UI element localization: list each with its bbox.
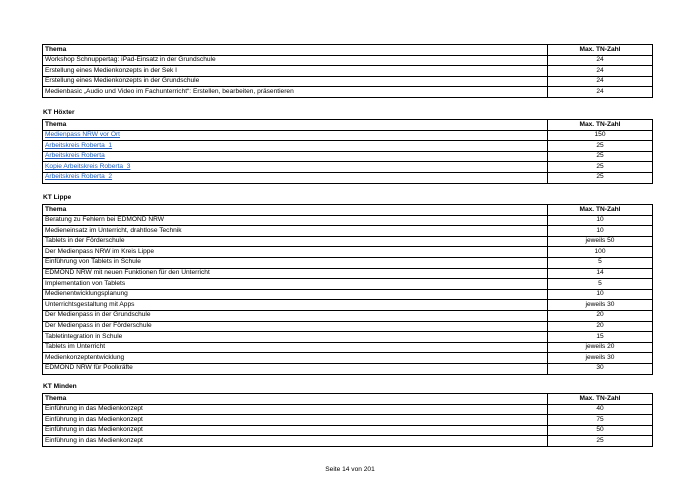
cell-thema: Der Medienpass NRW im Kreis Lippe bbox=[43, 247, 548, 258]
cell-max-tn: 10 bbox=[548, 226, 653, 237]
cell-max-tn: 75 bbox=[548, 415, 653, 426]
cell-thema: Medienbasic „Audio und Video im Fachunterricht“: Erstellen, bearbeiten, präsentieren bbox=[43, 87, 548, 98]
column-header-max-tn: Max. TN-Zahl bbox=[548, 394, 653, 405]
cell-max-tn: 30 bbox=[548, 363, 653, 374]
cell-max-tn: 25 bbox=[548, 151, 653, 162]
table-header-row bbox=[43, 45, 653, 56]
section-title-hoexter: KT Höxter bbox=[43, 109, 75, 116]
cell-max-tn: jeweils 30 bbox=[548, 353, 653, 364]
cell-thema bbox=[43, 162, 548, 173]
table-row bbox=[43, 151, 653, 162]
cell-max-tn: 25 bbox=[548, 141, 653, 152]
table-row bbox=[43, 404, 653, 415]
cell-thema: Einführung in das Medienkonzept bbox=[43, 425, 548, 436]
cell-max-tn: 50 bbox=[548, 425, 653, 436]
cell-max-tn: 150 bbox=[548, 130, 653, 141]
cell-max-tn: 10 bbox=[548, 215, 653, 226]
table-row bbox=[43, 226, 653, 237]
cell-thema: Tablets in der Förderschule bbox=[43, 236, 548, 247]
column-header-thema: Thema bbox=[43, 394, 548, 405]
cell-thema bbox=[43, 151, 548, 162]
table-general bbox=[42, 44, 653, 98]
cell-thema: Einführung in das Medienkonzept bbox=[43, 404, 548, 415]
cell-thema: Erstellung eines Medienkonzepts in der Sek I bbox=[43, 66, 548, 77]
cell-max-tn: 10 bbox=[548, 289, 653, 300]
course-link[interactable]: Arbeitskreis Roberta_2 bbox=[45, 173, 113, 181]
table-row bbox=[43, 257, 653, 268]
column-header-max-tn: Max. TN-Zahl bbox=[548, 120, 653, 131]
cell-max-tn: 14 bbox=[548, 268, 653, 279]
cell-max-tn: 40 bbox=[548, 404, 653, 415]
cell-thema: Medieneinsatz im Unterricht, drahtlose Technik bbox=[43, 226, 548, 237]
table-row bbox=[43, 236, 653, 247]
column-header-thema: Thema bbox=[43, 45, 548, 56]
table-row bbox=[43, 268, 653, 279]
cell-thema: Unterrichtsgestaltung mit Apps bbox=[43, 300, 548, 311]
table-row bbox=[43, 310, 653, 321]
cell-thema: Der Medienpass in der Förderschule bbox=[43, 321, 548, 332]
cell-thema: Medienentwicklungsplanung bbox=[43, 289, 548, 300]
table-hoexter bbox=[42, 119, 653, 184]
table-row bbox=[43, 215, 653, 226]
cell-thema: EDMOND NRW mit neuen Funktionen für den Unterricht bbox=[43, 268, 548, 279]
cell-max-tn: 15 bbox=[548, 332, 653, 343]
cell-thema: Tablets im Unterricht bbox=[43, 342, 548, 353]
column-header-max-tn: Max. TN-Zahl bbox=[548, 45, 653, 56]
table-row bbox=[43, 141, 653, 152]
cell-max-tn: jeweils 50 bbox=[548, 236, 653, 247]
table-row bbox=[43, 172, 653, 183]
table-row bbox=[43, 130, 653, 141]
cell-max-tn: 100 bbox=[548, 247, 653, 258]
section-title-lippe: KT Lippe bbox=[43, 194, 72, 201]
cell-thema: Erstellung eines Medienkonzepts in der Grundschule bbox=[43, 76, 548, 87]
table-row bbox=[43, 300, 653, 311]
cell-thema: Einführung in das Medienkonzept bbox=[43, 436, 548, 447]
table-row bbox=[43, 76, 653, 87]
cell-thema: Einführung von Tablets in Schule bbox=[43, 257, 548, 268]
cell-max-tn: 24 bbox=[548, 76, 653, 87]
table-row bbox=[43, 247, 653, 258]
table-header-row bbox=[43, 205, 653, 216]
course-link[interactable]: Arbeitskreis Roberta_1 bbox=[45, 141, 113, 149]
table-row bbox=[43, 87, 653, 98]
table-row bbox=[43, 353, 653, 364]
table-lippe bbox=[42, 204, 653, 375]
column-header-max-tn: Max. TN-Zahl bbox=[548, 205, 653, 216]
cell-max-tn: 24 bbox=[548, 55, 653, 66]
cell-thema bbox=[43, 141, 548, 152]
cell-thema: Einführung in das Medienkonzept bbox=[43, 415, 548, 426]
cell-thema: Implementation von Tablets bbox=[43, 279, 548, 290]
cell-thema: EDMOND NRW für Poolkräfte bbox=[43, 363, 548, 374]
cell-max-tn: 25 bbox=[548, 162, 653, 173]
table-row bbox=[43, 342, 653, 353]
cell-thema: Tabletintegration in Schule bbox=[43, 332, 548, 343]
table-row bbox=[43, 321, 653, 332]
table-row bbox=[43, 279, 653, 290]
cell-thema: Workshop Schnuppertag: iPad-Einsatz in der Grundschule bbox=[43, 55, 548, 66]
column-header-thema: Thema bbox=[43, 205, 548, 216]
cell-thema: Der Medienpass in der Grundschule bbox=[43, 310, 548, 321]
table-row bbox=[43, 425, 653, 436]
table-row bbox=[43, 363, 653, 374]
table-row bbox=[43, 55, 653, 66]
table-row bbox=[43, 162, 653, 173]
cell-thema bbox=[43, 130, 548, 141]
table-row bbox=[43, 415, 653, 426]
page-footer: Seite 14 von 201 bbox=[325, 466, 375, 473]
course-link[interactable]: Arbeitskreis Roberta bbox=[45, 152, 105, 160]
cell-max-tn: 24 bbox=[548, 66, 653, 77]
cell-max-tn: jeweils 30 bbox=[548, 300, 653, 311]
column-header-thema: Thema bbox=[43, 120, 548, 131]
table-row bbox=[43, 436, 653, 447]
cell-thema: Beratung zu Fehlern bei EDMOND NRW bbox=[43, 215, 548, 226]
course-link[interactable]: Kopie Arbeitskreis Roberta_3 bbox=[45, 162, 131, 170]
table-row bbox=[43, 289, 653, 300]
cell-max-tn: jeweils 20 bbox=[548, 342, 653, 353]
cell-max-tn: 25 bbox=[548, 172, 653, 183]
cell-thema bbox=[43, 172, 548, 183]
course-link[interactable]: Medienpass NRW vor Ort bbox=[45, 131, 120, 139]
section-title-minden: KT Minden bbox=[43, 383, 77, 390]
table-row bbox=[43, 66, 653, 77]
table-row bbox=[43, 332, 653, 343]
cell-max-tn: 24 bbox=[548, 87, 653, 98]
cell-max-tn: 20 bbox=[548, 310, 653, 321]
cell-max-tn: 25 bbox=[548, 436, 653, 447]
cell-max-tn: 5 bbox=[548, 257, 653, 268]
cell-max-tn: 5 bbox=[548, 279, 653, 290]
cell-thema: Medienkonzeptentwicklung bbox=[43, 353, 548, 364]
table-header-row bbox=[43, 394, 653, 405]
table-minden bbox=[42, 393, 653, 447]
cell-max-tn: 20 bbox=[548, 321, 653, 332]
table-header-row bbox=[43, 120, 653, 131]
